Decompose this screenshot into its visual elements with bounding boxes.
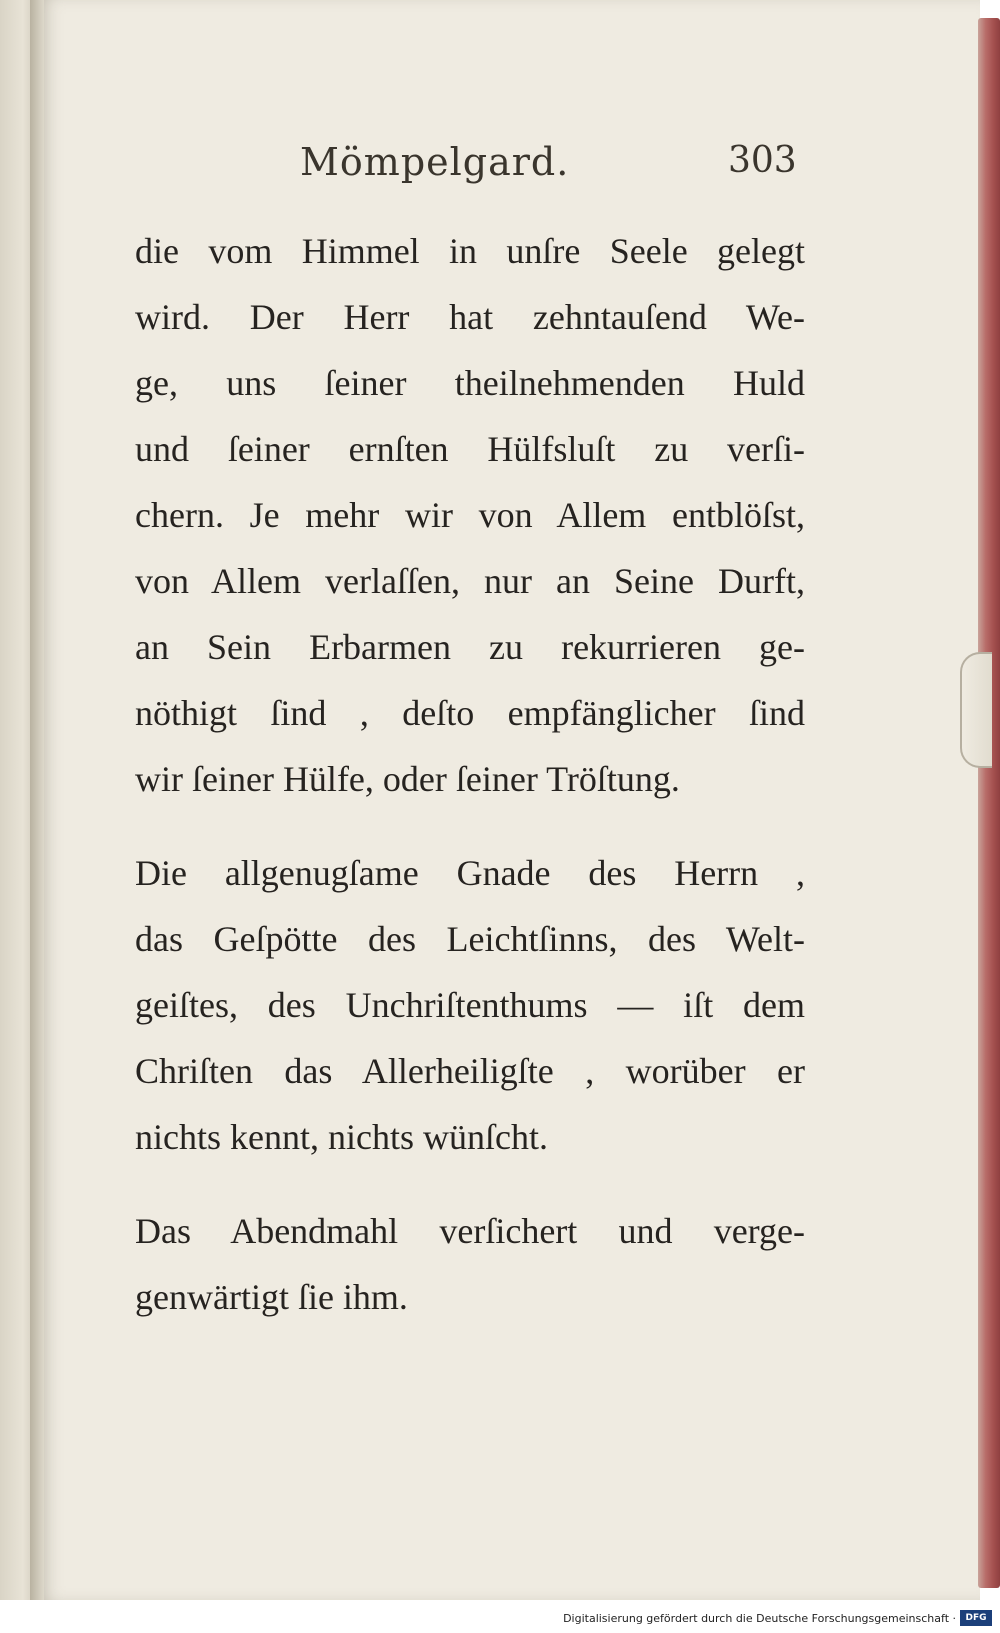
text-line: von Allem verlaſſen, nur an Seine Durft, <box>135 561 805 601</box>
text-line: Das Abendmahl verſichert und verge- <box>135 1211 805 1251</box>
text-line: das Geſpötte des Leichtſinns, des Welt- <box>135 919 805 959</box>
text-line: an Sein Erbarmen zu rekurrieren ge- <box>135 627 805 667</box>
text-line: genwärtigt ſie ihm. <box>135 1277 408 1317</box>
text-line: wir ſeiner Hülfe, oder ſeiner Tröſtung. <box>135 759 680 799</box>
text-line: ge, uns ſeiner theilnehmenden Huld <box>135 363 805 403</box>
text-line: die vom Himmel in unſre Seele gelegt <box>135 231 805 271</box>
text-line: chern. Je mehr wir von Allem entblöſst, <box>135 495 805 535</box>
book-edge-red <box>978 18 1000 1588</box>
text-line: geiſtes, des Unchriſtenthums — iſt dem <box>135 985 805 1025</box>
text-line: Die allgenugſame Gnade des Herrn , <box>135 853 805 893</box>
paragraph-spacer <box>135 1170 805 1198</box>
text-line: nöthigt ſind , deſto empfänglicher ſind <box>135 693 805 733</box>
paragraph-2 <box>135 840 805 1170</box>
digitization-footer <box>0 1604 1000 1633</box>
paragraph-1 <box>135 218 805 812</box>
funding-credit: Digitalisierung gefördert durch die Deutsche Forschungsgemeinschaft · <box>563 1612 956 1625</box>
body-text <box>135 218 805 1330</box>
text-line: wird. Der Herr hat zehntauſend We- <box>135 297 805 337</box>
text-line: und ſeiner ernſten Hülfsluſt zu verſi- <box>135 429 805 469</box>
paragraph-spacer <box>135 812 805 840</box>
paragraph-3 <box>135 1198 805 1330</box>
page-edge-tab <box>960 652 992 768</box>
text-line: nichts kennt, nichts wünſcht. <box>135 1117 548 1157</box>
book-gutter <box>30 0 44 1600</box>
running-title: Mömpelgard. <box>300 140 570 184</box>
page-number: 303 <box>728 140 797 181</box>
text-line: Chriſten das Allerheiligſte , worüber er <box>135 1051 805 1091</box>
dfg-logo-icon: DFG <box>960 1610 992 1626</box>
